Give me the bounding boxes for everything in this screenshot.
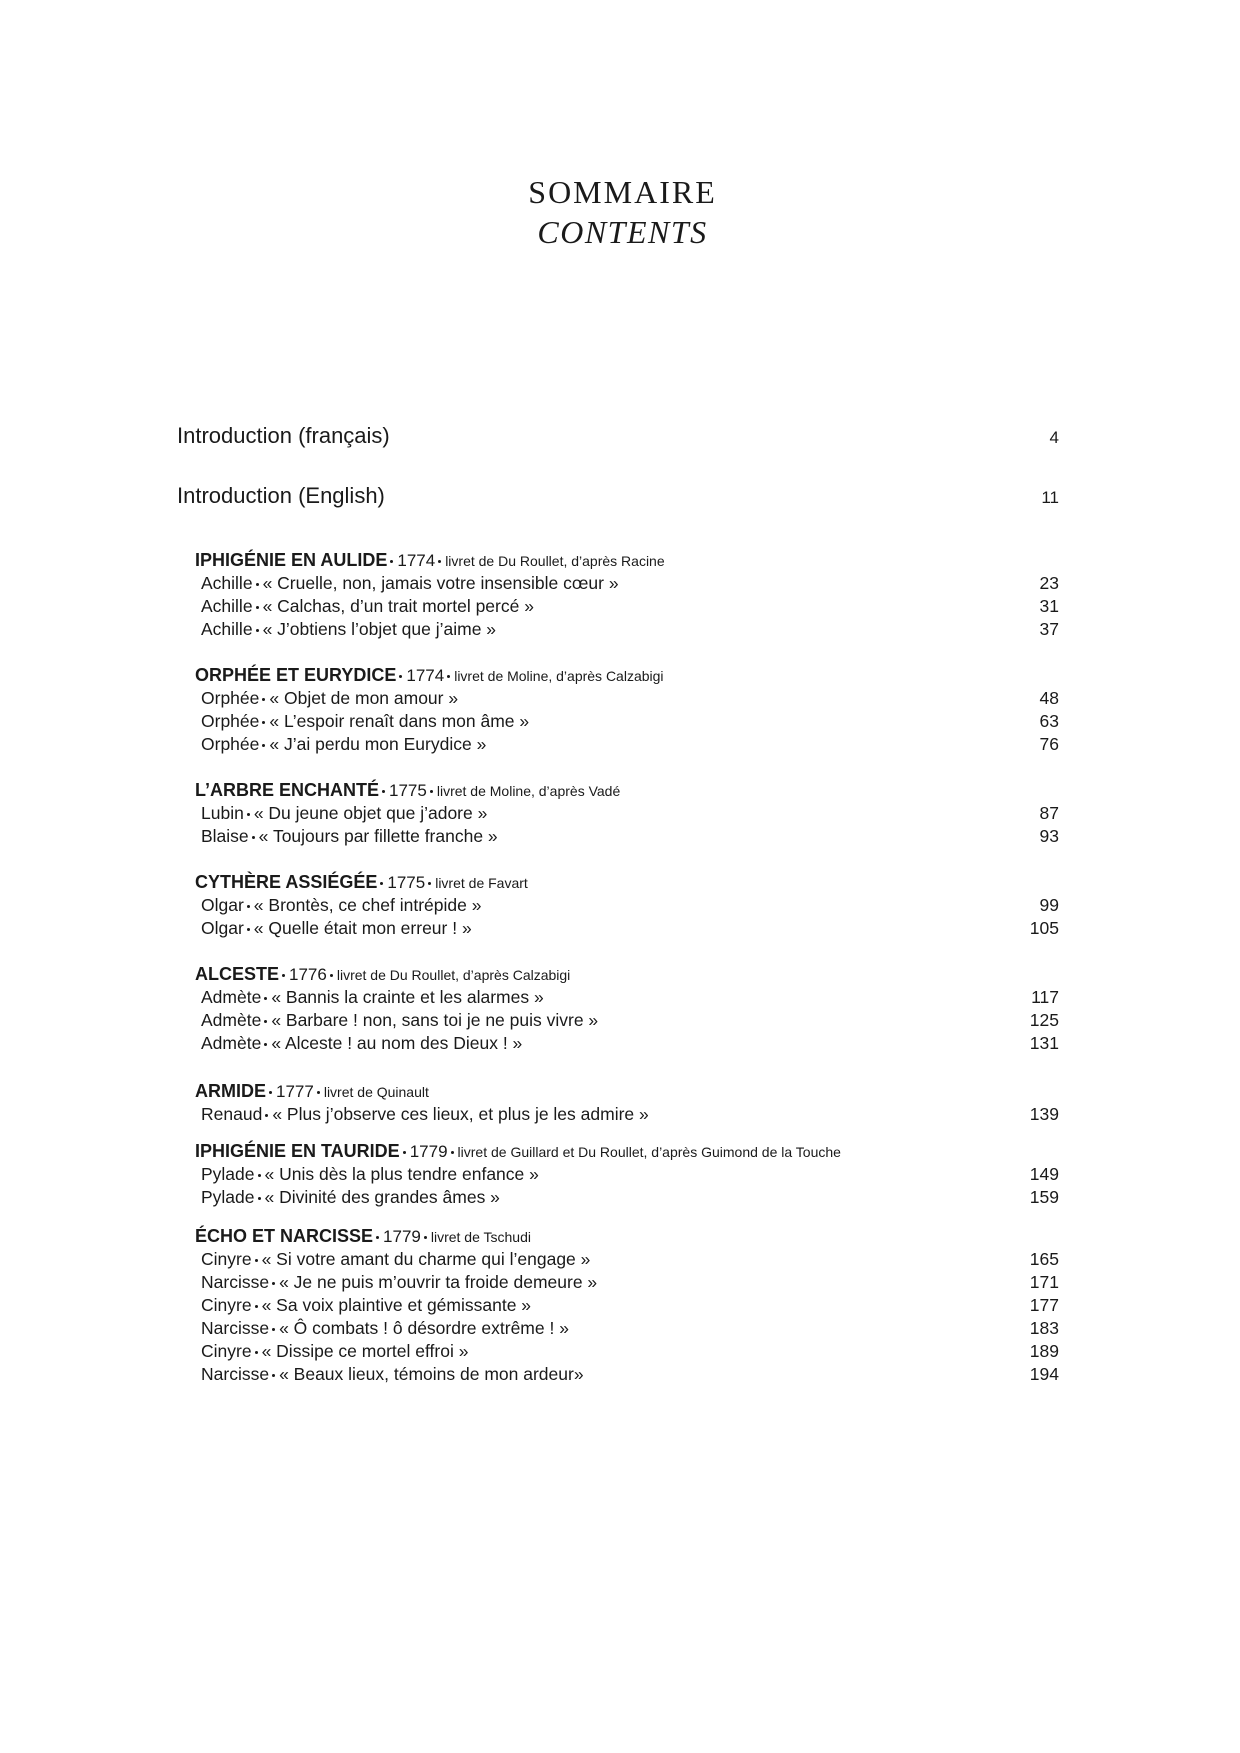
aria-role: Admète [201, 1033, 262, 1053]
separator-dot [399, 675, 402, 678]
separator-dot [269, 1091, 272, 1094]
contents-list [195, 549, 1059, 1386]
aria-page-number: 76 [1039, 734, 1059, 754]
aria-entry[interactable] [195, 917, 1059, 940]
work-year: 1775 [389, 781, 427, 800]
work-heading [195, 779, 1059, 802]
separator-dot [264, 1043, 267, 1046]
separator-dot [428, 882, 431, 885]
aria-role: Pylade [201, 1187, 255, 1207]
aria-label [201, 1163, 539, 1186]
aria-page-number: 171 [1029, 1272, 1059, 1292]
aria-title: « Du jeune objet que j’adore » [253, 803, 488, 823]
work-section [195, 1140, 1059, 1209]
aria-page-number: 93 [1039, 826, 1059, 846]
aria-role: Achille [201, 596, 253, 616]
separator-dot [264, 1020, 267, 1023]
aria-page-number: 177 [1029, 1295, 1059, 1315]
page-title [0, 172, 1240, 252]
aria-entry[interactable] [195, 572, 1059, 595]
aria-entry[interactable] [195, 710, 1059, 733]
aria-label [201, 802, 487, 825]
aria-role: Narcisse [201, 1364, 270, 1384]
work-heading [195, 664, 1059, 687]
intro-english-entry[interactable] [177, 481, 1059, 513]
separator-dot [451, 1151, 454, 1154]
aria-title: « Divinité des grandes âmes » [264, 1187, 500, 1207]
separator-dot [262, 698, 265, 701]
aria-label [201, 1317, 569, 1340]
aria-label [201, 1009, 598, 1032]
aria-title: « Alceste ! au nom des Dieux ! » [271, 1033, 523, 1053]
aria-entry[interactable] [195, 1248, 1059, 1271]
aria-entry[interactable] [195, 1317, 1059, 1340]
work-heading [195, 871, 1059, 894]
aria-page-number: 23 [1039, 573, 1059, 593]
separator-dot [317, 1091, 320, 1094]
work-title: ARMIDE [195, 1081, 266, 1101]
separator-dot [265, 1114, 268, 1117]
aria-entry[interactable] [195, 1271, 1059, 1294]
work-year: 1779 [409, 1142, 448, 1161]
intro-english-label: Introduction (English) [177, 483, 385, 508]
work-heading [195, 1225, 1059, 1248]
aria-label [201, 917, 472, 940]
separator-dot [255, 1259, 258, 1262]
work-title: CYTHÈRE ASSIÉGÉE [195, 872, 378, 892]
aria-entry[interactable] [195, 1340, 1059, 1363]
separator-dot [438, 560, 441, 563]
work-year: 1779 [383, 1227, 421, 1246]
aria-role: Orphée [201, 688, 260, 708]
aria-page-number: 117 [1031, 987, 1059, 1007]
work-title: ALCESTE [195, 964, 280, 984]
separator-dot [272, 1328, 275, 1331]
aria-page-number: 99 [1039, 895, 1059, 915]
aria-label [201, 825, 498, 848]
aria-role: Olgar [201, 918, 244, 938]
aria-role: Olgar [201, 895, 244, 915]
separator-dot [330, 974, 333, 977]
aria-page-number: 183 [1029, 1318, 1059, 1338]
aria-entry[interactable] [195, 595, 1059, 618]
aria-label [201, 1363, 584, 1386]
aria-title: « Plus j’observe ces lieux, et plus je les admire » [272, 1104, 649, 1124]
work-year: 1774 [397, 551, 436, 570]
aria-entry[interactable] [195, 1294, 1059, 1317]
separator-dot [282, 974, 285, 977]
intro-english-page: 11 [1041, 488, 1059, 507]
work-libretto-note: livret de Quinault [323, 1084, 429, 1100]
title-french: SOMMAIRE [528, 174, 717, 210]
intro-french-page: 4 [1049, 428, 1059, 447]
separator-dot [247, 813, 250, 816]
aria-page-number: 194 [1029, 1364, 1059, 1384]
work-heading [195, 1080, 1059, 1103]
work-libretto-note: livret de Du Roullet, d’après Racine [445, 553, 665, 569]
work-title: IPHIGÉNIE EN TAURIDE [195, 1141, 400, 1161]
aria-title: « Cruelle, non, jamais votre insensible cœur » [262, 573, 619, 593]
aria-entry[interactable] [195, 802, 1059, 825]
separator-dot [262, 744, 265, 747]
work-title: ÉCHO ET NARCISSE [195, 1226, 374, 1246]
aria-label [201, 1186, 500, 1209]
work-year: 1774 [406, 666, 445, 685]
aria-page-number: 37 [1039, 619, 1059, 639]
work-libretto-note: livret de Moline, d’après Calzabigi [454, 668, 664, 684]
aria-page-number: 139 [1029, 1104, 1059, 1124]
separator-dot [380, 882, 383, 885]
separator-dot [447, 675, 450, 678]
aria-title: « J’obtiens l’objet que j’aime » [262, 619, 497, 639]
aria-title: « J’ai perdu mon Eurydice » [269, 734, 487, 754]
aria-title: « Je ne puis m’ouvrir ta froide demeure » [279, 1272, 598, 1292]
aria-title: « Bannis la crainte et les alarmes » [271, 987, 544, 1007]
work-section [195, 871, 1059, 940]
aria-title: « Brontès, ce chef intrépide » [253, 895, 482, 915]
separator-dot [430, 790, 433, 793]
aria-page-number: 189 [1029, 1341, 1059, 1361]
aria-label [201, 1032, 522, 1055]
aria-role: Admète [201, 987, 262, 1007]
work-section [195, 549, 1059, 641]
aria-title: « Si votre amant du charme qui l’engage » [261, 1249, 591, 1269]
aria-page-number: 131 [1029, 1033, 1059, 1053]
intro-french-entry[interactable] [177, 421, 1059, 453]
aria-page-number: 105 [1029, 918, 1059, 938]
aria-title: « Sa voix plaintive et gémissante » [261, 1295, 532, 1315]
work-section [195, 779, 1059, 848]
aria-title: « Objet de mon amour » [269, 688, 459, 708]
aria-role: Admète [201, 1010, 262, 1030]
work-year: 1777 [276, 1082, 314, 1101]
work-heading [195, 549, 1059, 572]
intro-french-label: Introduction (français) [177, 423, 390, 448]
aria-page-number: 165 [1029, 1249, 1059, 1269]
aria-role: Achille [201, 619, 253, 639]
aria-label [201, 1103, 649, 1126]
aria-page-number: 159 [1029, 1187, 1059, 1207]
separator-dot [390, 560, 393, 563]
work-libretto-note: livret de Guillard et Du Roullet, d’après Guimond de la Touche [457, 1144, 841, 1160]
work-section [195, 963, 1059, 1055]
separator-dot [252, 836, 255, 839]
aria-role: Pylade [201, 1164, 255, 1184]
aria-label [201, 687, 458, 710]
aria-label [201, 1340, 468, 1363]
aria-entry[interactable] [195, 1363, 1059, 1386]
aria-role: Cinyre [201, 1249, 252, 1269]
aria-role: Orphée [201, 711, 260, 731]
aria-label [201, 894, 481, 917]
aria-role: Cinyre [201, 1341, 252, 1361]
work-year: 1775 [387, 873, 426, 892]
aria-label [201, 1271, 597, 1294]
work-section [195, 1080, 1059, 1126]
aria-label [201, 1294, 531, 1317]
work-libretto-note: livret de Tschudi [430, 1229, 531, 1245]
aria-entry[interactable] [195, 1103, 1059, 1126]
aria-label [201, 733, 486, 756]
aria-title: « L’espoir renaît dans mon âme » [269, 711, 530, 731]
work-heading [195, 963, 1059, 986]
separator-dot [272, 1282, 275, 1285]
aria-entry[interactable] [195, 1032, 1059, 1055]
aria-role: Lubin [201, 803, 244, 823]
aria-role: Orphée [201, 734, 260, 754]
separator-dot [272, 1374, 275, 1377]
aria-title: « Quelle était mon erreur ! » [253, 918, 472, 938]
separator-dot [247, 905, 250, 908]
aria-title: « Dissipe ce mortel effroi » [261, 1341, 469, 1361]
aria-role: Blaise [201, 826, 249, 846]
aria-title: « Ô combats ! ô désordre extrême ! » [279, 1318, 569, 1338]
aria-page-number: 31 [1039, 596, 1059, 616]
aria-entry[interactable] [195, 687, 1059, 710]
separator-dot [247, 928, 250, 931]
aria-title: « Toujours par fillette franche » [258, 826, 498, 846]
work-title: L’ARBRE ENCHANTÉ [195, 780, 380, 800]
work-title: ORPHÉE ET EURYDICE [195, 665, 397, 685]
aria-entry[interactable] [195, 1163, 1059, 1186]
aria-title: « Unis dès la plus tendre enfance » [264, 1164, 539, 1184]
work-title: IPHIGÉNIE EN AULIDE [195, 550, 388, 570]
aria-label [201, 595, 534, 618]
aria-page-number: 48 [1039, 688, 1059, 708]
aria-title: « Beaux lieux, témoins de mon ardeur» [279, 1364, 584, 1384]
separator-dot [258, 1174, 261, 1177]
aria-label [201, 986, 544, 1009]
aria-entry[interactable] [195, 733, 1059, 756]
aria-page-number: 63 [1039, 711, 1059, 731]
aria-page-number: 125 [1029, 1010, 1059, 1030]
separator-dot [376, 1236, 379, 1239]
aria-entry[interactable] [195, 1009, 1059, 1032]
aria-label [201, 710, 529, 733]
aria-role: Achille [201, 573, 253, 593]
separator-dot [264, 997, 267, 1000]
aria-label [201, 618, 496, 641]
separator-dot [403, 1151, 406, 1154]
aria-title: « Calchas, d’un trait mortel percé » [262, 596, 534, 616]
work-heading [195, 1140, 1059, 1163]
aria-page-number: 87 [1039, 803, 1059, 823]
aria-page-number: 149 [1029, 1164, 1059, 1184]
separator-dot [262, 721, 265, 724]
aria-entry[interactable] [195, 986, 1059, 1009]
aria-label [201, 572, 619, 595]
aria-entry[interactable] [195, 894, 1059, 917]
aria-role: Cinyre [201, 1295, 252, 1315]
aria-role: Narcisse [201, 1318, 270, 1338]
work-libretto-note: livret de Du Roullet, d’après Calzabigi [336, 967, 571, 983]
separator-dot [255, 1305, 258, 1308]
title-english: CONTENTS [537, 214, 708, 250]
aria-entry[interactable] [195, 825, 1059, 848]
aria-entry[interactable] [195, 1186, 1059, 1209]
separator-dot [255, 1351, 258, 1354]
separator-dot [382, 790, 385, 793]
aria-role: Narcisse [201, 1272, 270, 1292]
work-section [195, 664, 1059, 756]
aria-label [201, 1248, 590, 1271]
aria-role: Renaud [201, 1104, 263, 1124]
separator-dot [258, 1197, 261, 1200]
work-libretto-note: livret de Favart [435, 875, 528, 891]
work-libretto-note: livret de Moline, d’après Vadé [436, 783, 621, 799]
aria-title: « Barbare ! non, sans toi je ne puis vivre » [271, 1010, 599, 1030]
separator-dot [256, 629, 259, 632]
separator-dot [256, 583, 259, 586]
work-section [195, 1225, 1059, 1386]
separator-dot [256, 606, 259, 609]
separator-dot [424, 1236, 427, 1239]
work-year: 1776 [289, 965, 327, 984]
aria-entry[interactable] [195, 618, 1059, 641]
